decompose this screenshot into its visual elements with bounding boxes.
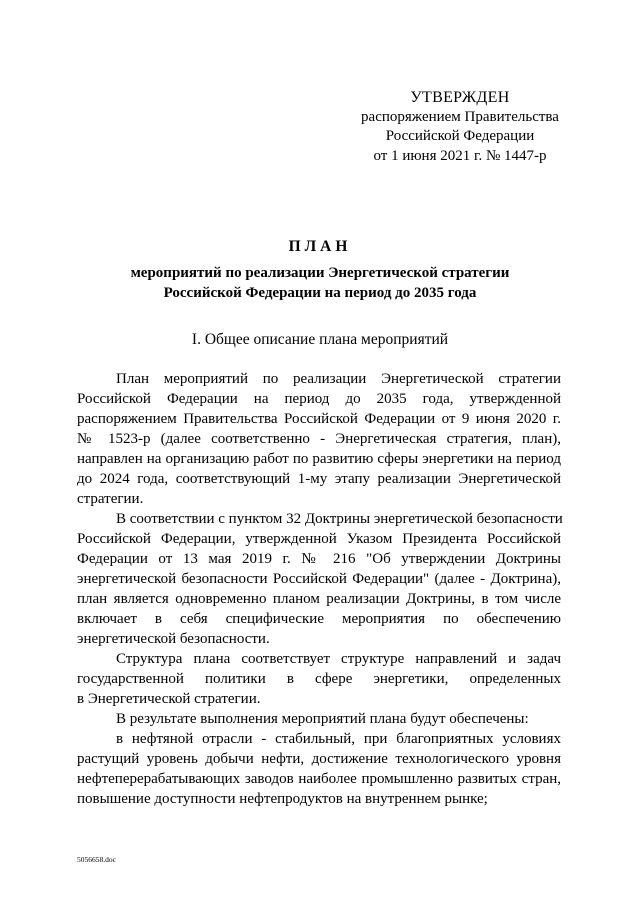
text-line: стратегии. xyxy=(77,491,144,507)
text-line: Структура плана соответствует структуре направлений и задач xyxy=(116,651,561,667)
approval-stamp xyxy=(340,88,580,166)
text-line: энергетической безопасности. xyxy=(77,631,270,647)
approval-line: Российской Федерации xyxy=(385,128,535,144)
file-name-footer: 5056658.doc xyxy=(77,855,116,864)
text-line: Федерации от 13 мая 2019 г. № 216 "Об утверждении Доктрины xyxy=(77,551,561,567)
text-line: в Энергетической стратегии. xyxy=(77,691,261,707)
text-line: план является одновременно планом реализации Доктрины, в том числе xyxy=(77,591,561,607)
text-line: План мероприятий по реализации Энергетической стратегии xyxy=(116,371,561,387)
text-line: нефтеперерабатывающих заводов наиболее промышленно развитых стран, xyxy=(77,771,561,787)
text-line: до 2024 года, соответствующий 1-му этапу реализации Энергетической xyxy=(77,471,561,487)
text-line: направлен на организацию работ по развитию сферы энергетики на период xyxy=(77,451,561,467)
subtitle-line: мероприятий по реализации Энергетической стратегии xyxy=(130,265,510,281)
text-line: Российской Федерации на период до 2035 года, утвержденной xyxy=(77,391,561,407)
text-line: В результате выполнения мероприятий плана будут обеспечены: xyxy=(116,711,529,727)
approval-date: от 1 июня 2021 г. № 1447-р xyxy=(373,147,547,164)
body-text xyxy=(77,369,561,809)
approval-line: распоряжением Правительства xyxy=(361,108,559,125)
text-line: № 1523-р (далее соответственно - Энергетическая стратегия, план), xyxy=(77,431,561,447)
text-line: распоряжением Правительства Российской Федерации от 9 июня 2020 г. xyxy=(77,411,561,427)
approval-heading: УТВЕРЖДЕН xyxy=(410,89,510,106)
section-heading: I. Общее описание плана мероприятий xyxy=(191,331,449,348)
document-title: ПЛАН xyxy=(288,238,352,255)
text-line: Российской Федерации, утвержденной Указом Президента Российской xyxy=(77,531,561,547)
text-line: растущий уровень добычи нефти, достижение технологического уровня xyxy=(77,751,561,767)
subtitle-line: Российской Федерации на период до 2035 года xyxy=(163,284,477,301)
text-line: энергетической безопасности Российской Федерации" (далее - Доктрина), xyxy=(77,571,561,587)
document-subtitle xyxy=(0,264,640,303)
text-line: государственной политики в сфере энергетики, определенных xyxy=(77,671,561,687)
text-line: В соответствии с пунктом 32 Доктрины энергетической безопасности xyxy=(116,511,563,527)
text-line: в нефтяной отрасли - стабильный, при благоприятных условиях xyxy=(116,731,561,747)
text-line: включает в себя специфические мероприятия по обеспечению xyxy=(77,611,561,627)
text-line: повышение доступности нефтепродуктов на внутреннем рынке; xyxy=(77,791,488,807)
